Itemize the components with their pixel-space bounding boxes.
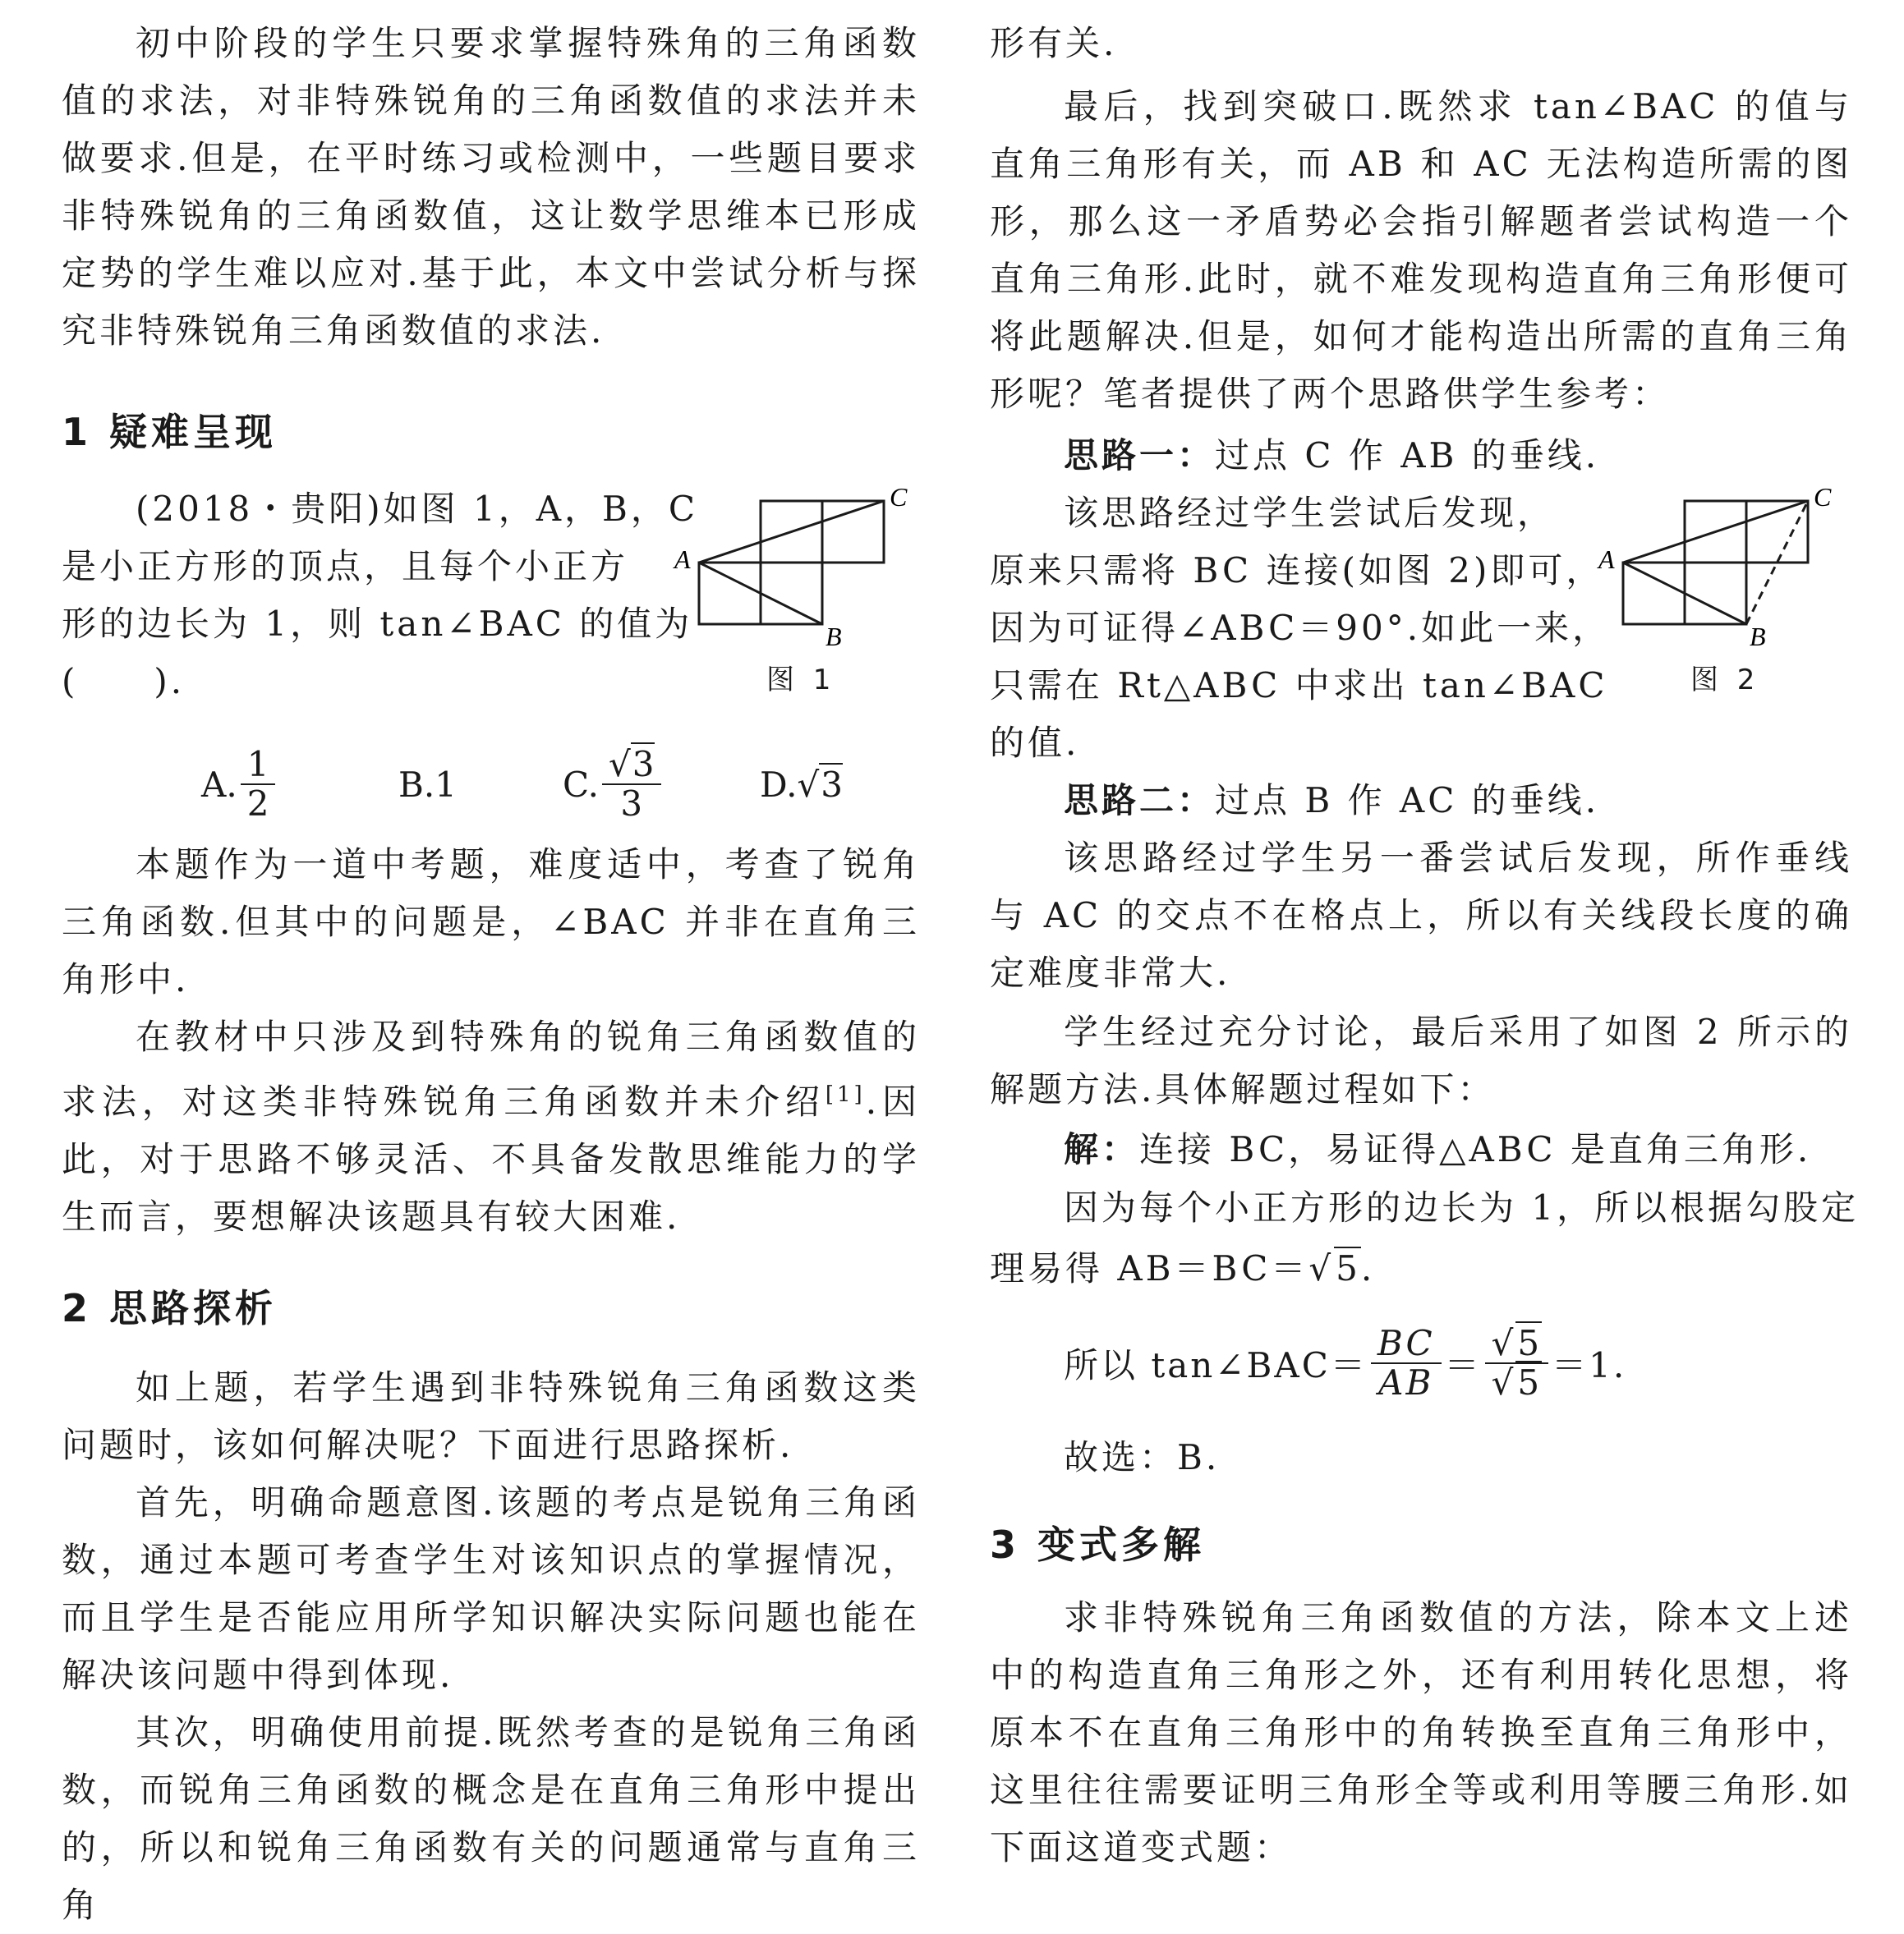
continuation-text: 形有关. [990, 23, 1118, 63]
option-c: C. $\frac{√3}{3}$ [563, 739, 665, 829]
solution-line-3: 理易得 AB＝BC＝√5. [990, 1248, 1376, 1289]
problem-line-2: 是小正方形的顶点，且每个小正方 [62, 546, 629, 586]
point-b-label: B [826, 622, 842, 649]
figure-2-grid [1594, 485, 1856, 649]
fraction-half: $\frac{1}{2}$ [241, 746, 276, 823]
fraction-sqrt3-over-3: $\frac{√3}{3}$ [602, 746, 661, 823]
fraction-sqrt5-over-sqrt5: $\frac{√5}{√5}$ [1485, 1325, 1549, 1402]
analysis-paragraph-1: 本题作为一道中考题，难度适中，考查了锐角三角函数.但其中的问题是，∠BAC 并非在直角三角形中. [62, 844, 920, 999]
problem-statement [62, 480, 699, 710]
section-2-heading: 2 思路探析 [62, 1286, 278, 1330]
point-b-label: B [1750, 622, 1766, 649]
idea-2-heading: 思路二：过点 B 作 AC 的垂线. [1064, 780, 1600, 820]
grid-square [1685, 563, 1746, 624]
segment-ac [1623, 501, 1808, 563]
intro-paragraph: 初中阶段的学生只要求掌握特殊角的三角函数值的求法，对非特殊锐角的三角函数值的求法并未做要求.但是，在平时练习或检测中，一些题目要求非特殊锐角的三角函数值，这让数学思维本已形成定势的学生难以应对.基于此，本文中尝试分析与探究非特殊锐角三角函数值的求法. [62, 23, 920, 351]
problem-line-1: (2018・贵阳)如图 1，A，B，C [136, 489, 699, 529]
point-a-label: A [674, 544, 691, 574]
section-3-paragraph: 求非特殊锐角三角函数值的方法，除本文上述中的构造直角三角形之外，还有利用转化思想，将原本不在直角三角形中的角转换至直角三角形中，这里往往需要证明三角形全等或利用等腰三角形.如下面这道变式题： [990, 1597, 1852, 1867]
option-b: B.1 [398, 764, 457, 805]
segment-ac [699, 501, 884, 563]
discussion-paragraph: 学生经过充分讨论，最后采用了如图 2 所示的解题方法.具体解题过程如下： [990, 1012, 1852, 1109]
section-3-heading: 3 变式多解 [990, 1523, 1206, 1567]
point-c-label: C [890, 485, 908, 512]
breakthrough-paragraph: 最后，找到突破口.既然求 tan∠BAC 的值与直角三角形有关，而 AB 和 AC 无法构造所需的图形，那么这一矛盾势必会指引解题者尝试构造一个直角三角形.此时，就不难发现构造直角三角形便可将此题解决.但是，如何才能构造出所需的直角三角形呢？笔者提供了两个思路供学生参考： [990, 86, 1852, 414]
tan-equation: 所以 tan∠BAC＝ $\frac{BC}{AB}$ ＝ $\frac{√5}{√5}$ ＝1. [1064, 1322, 1627, 1403]
figure-1 [669, 485, 932, 698]
idea-1-explanation: 该思路经过学生尝试后发现， 原来只需将 BC 连接(如图 2)即可， 因为可证得∠ABC＝90°.如此一来， 只需在 Rt△ABC 中求出 tan∠BAC 的值. [990, 493, 1611, 763]
section-2-paragraph-2: 首先，明确命题意图.该题的考点是锐角三角函数，通过本题可考查学生对该知识点的掌握情况，而且学生是否能应用所学知识解决实际问题也能在解决该问题中得到体现. [62, 1482, 920, 1695]
option-d: D. √3 [760, 764, 844, 805]
figure-2 [1594, 485, 1856, 698]
solution-line-2: 因为每个小正方形的边长为 1，所以根据勾股定 [1064, 1188, 1860, 1228]
fraction-bc-over-ab: $\frac{BC}{AB}$ [1371, 1325, 1442, 1402]
section-2-paragraph-3: 其次，明确使用前提.既然考查的是锐角三角函数，而锐角三角函数的概念是在直角三角形中提出的，所以和锐角三角函数有关的问题通常与直角三角 [62, 1712, 920, 1925]
grid-square [699, 563, 761, 624]
section-2-paragraph-1: 如上题，若学生遇到非特殊锐角三角函数这类问题时，该如何解决呢？下面进行思路探析. [62, 1367, 920, 1465]
analysis-paragraph-2: 在教材中只涉及到特殊角的锐角三角函数值的求法，对这类非特殊锐角三角函数并未介绍[1].因此，对于思路不够灵活、不具备发散思维能力的学生而言，要想解决该题具有较大困难. [62, 1017, 920, 1237]
problem-line-4: ( ). [62, 661, 186, 701]
answer-line: 故选：B. [1064, 1437, 1221, 1477]
figure-1-caption: 图 1 [766, 664, 836, 696]
solution-line-1: 解：连接 BC，易证得△ABC 是直角三角形. [1064, 1129, 1812, 1169]
grid-square [761, 563, 822, 624]
grid-square [1623, 563, 1685, 624]
figure-1-grid [669, 485, 932, 649]
idea-2-paragraph: 该思路经过学生另一番尝试后发现，所作垂线与 AC 的交点不在格点上，所以有关线段长度的确定难度非常大. [990, 838, 1852, 993]
figure-2-caption: 图 2 [1690, 664, 1760, 696]
section-1-heading: 1 疑难呈现 [62, 410, 278, 454]
problem-line-3: 形的边长为 1，则 tan∠BAC 的值为 [62, 604, 693, 644]
idea-1-heading: 思路一：过点 C 作 AB 的垂线. [1064, 435, 1600, 475]
answer-options [136, 739, 875, 829]
point-c-label: C [1814, 485, 1832, 512]
point-a-label: A [1598, 544, 1615, 574]
option-a: A. $\frac{1}{2}$ [201, 739, 278, 829]
